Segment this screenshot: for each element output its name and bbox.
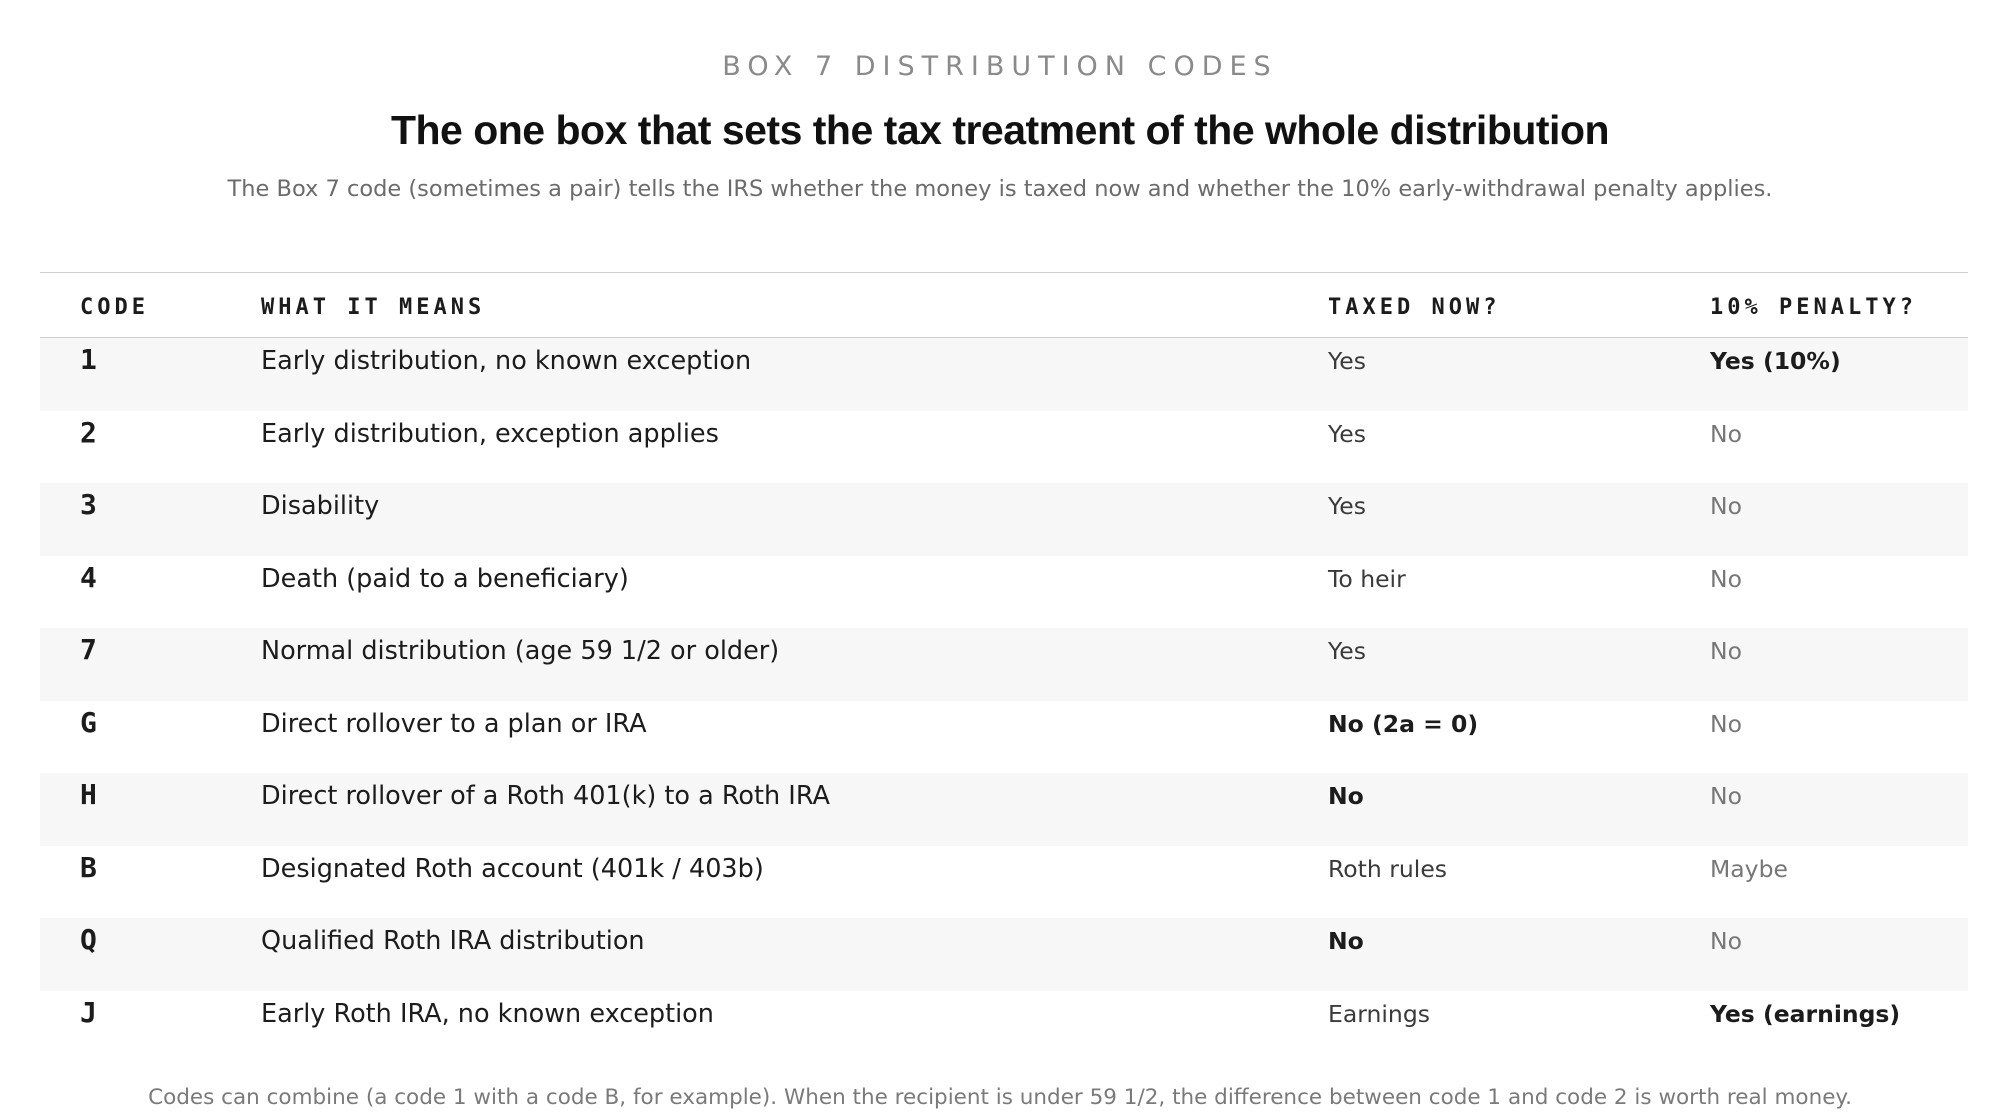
taxed-now-cell: Earnings [1328, 999, 1430, 1028]
taxed-now-cell: Yes [1328, 347, 1366, 375]
taxed-now-cell: No (2a = 0) [1328, 709, 1479, 738]
penalty-cell: Yes (earnings) [1710, 999, 1901, 1028]
table-row [40, 991, 1968, 1064]
code-cell: 7 [80, 633, 97, 666]
meaning-cell: Death (paid to a beneficiary) [261, 563, 629, 594]
table-row [40, 628, 1968, 701]
taxed-now-cell: Yes [1328, 492, 1366, 520]
meaning-cell: Early distribution, exception applies [261, 418, 719, 449]
code-cell: 4 [80, 560, 97, 594]
column-header-meaning: WHAT IT MEANS [261, 295, 486, 320]
table-row [40, 773, 1968, 846]
taxed-now-cell: No [1328, 927, 1364, 955]
table-row [40, 701, 1968, 774]
code-cell: G [80, 705, 97, 739]
penalty-cell: No [1710, 709, 1742, 738]
code-cell: 1 [80, 343, 97, 376]
table-row [40, 338, 1968, 411]
code-cell: 3 [80, 488, 97, 521]
table-row [40, 556, 1968, 629]
penalty-cell: No [1710, 927, 1742, 955]
table-header [40, 273, 1968, 338]
column-header-taxed-now: TAXED NOW? [1328, 295, 1501, 320]
meaning-cell: Designated Roth account (401k / 403b) [261, 853, 764, 884]
penalty-cell: No [1710, 637, 1742, 665]
table-row [40, 483, 1968, 556]
meaning-cell: Direct rollover of a Roth 401(k) to a Roth IRA [261, 781, 830, 811]
penalty-cell: No [1710, 564, 1742, 593]
penalty-cell: No [1710, 419, 1742, 448]
table-row [40, 846, 1968, 919]
taxed-now-cell: Roth rules [1328, 854, 1448, 883]
meaning-cell: Early Roth IRA, no known exception [261, 998, 714, 1029]
taxed-now-cell: Yes [1328, 419, 1366, 448]
table-row [40, 411, 1968, 484]
meaning-cell: Early distribution, no known exception [261, 346, 752, 376]
penalty-cell: Maybe [1710, 854, 1788, 883]
code-cell: H [80, 778, 97, 811]
table-body [40, 338, 1968, 1063]
taxed-now-cell: No [1328, 782, 1364, 810]
column-header-code: CODE [80, 295, 149, 320]
column-header-penalty: 10% PENALTY? [1710, 295, 1917, 320]
meaning-cell: Normal distribution (age 59 1/2 or older) [261, 636, 780, 666]
penalty-cell: No [1710, 782, 1742, 810]
penalty-cell: No [1710, 492, 1742, 520]
footnote: Codes can combine (a code 1 with a code B, for example). When the recipient is under 59 1/2, the difference between code 1 and code 2 is worth real money. [148, 1085, 1852, 1110]
page-subtitle: The Box 7 code (sometimes a pair) tells the IRS whether the money is taxed now and whether the 10% early-withdrawal penalty applies. [227, 176, 1773, 202]
code-cell: B [80, 850, 97, 884]
code-cell: 2 [80, 415, 97, 449]
meaning-cell: Direct rollover to a plan or IRA [261, 708, 647, 739]
code-cell: J [80, 995, 97, 1029]
meaning-cell: Disability [261, 491, 380, 521]
eyebrow-label: BOX 7 DISTRIBUTION CODES [722, 51, 1278, 82]
taxed-now-cell: Yes [1328, 637, 1366, 665]
page-title: The one box that sets the tax treatment of the whole distribution [390, 107, 1610, 153]
taxed-now-cell: To heir [1328, 564, 1406, 593]
distribution-codes-table [40, 272, 1968, 1063]
meaning-cell: Qualified Roth IRA distribution [261, 926, 645, 956]
code-cell: Q [80, 923, 97, 956]
table-row [40, 918, 1968, 991]
penalty-cell: Yes (10%) [1710, 347, 1841, 375]
